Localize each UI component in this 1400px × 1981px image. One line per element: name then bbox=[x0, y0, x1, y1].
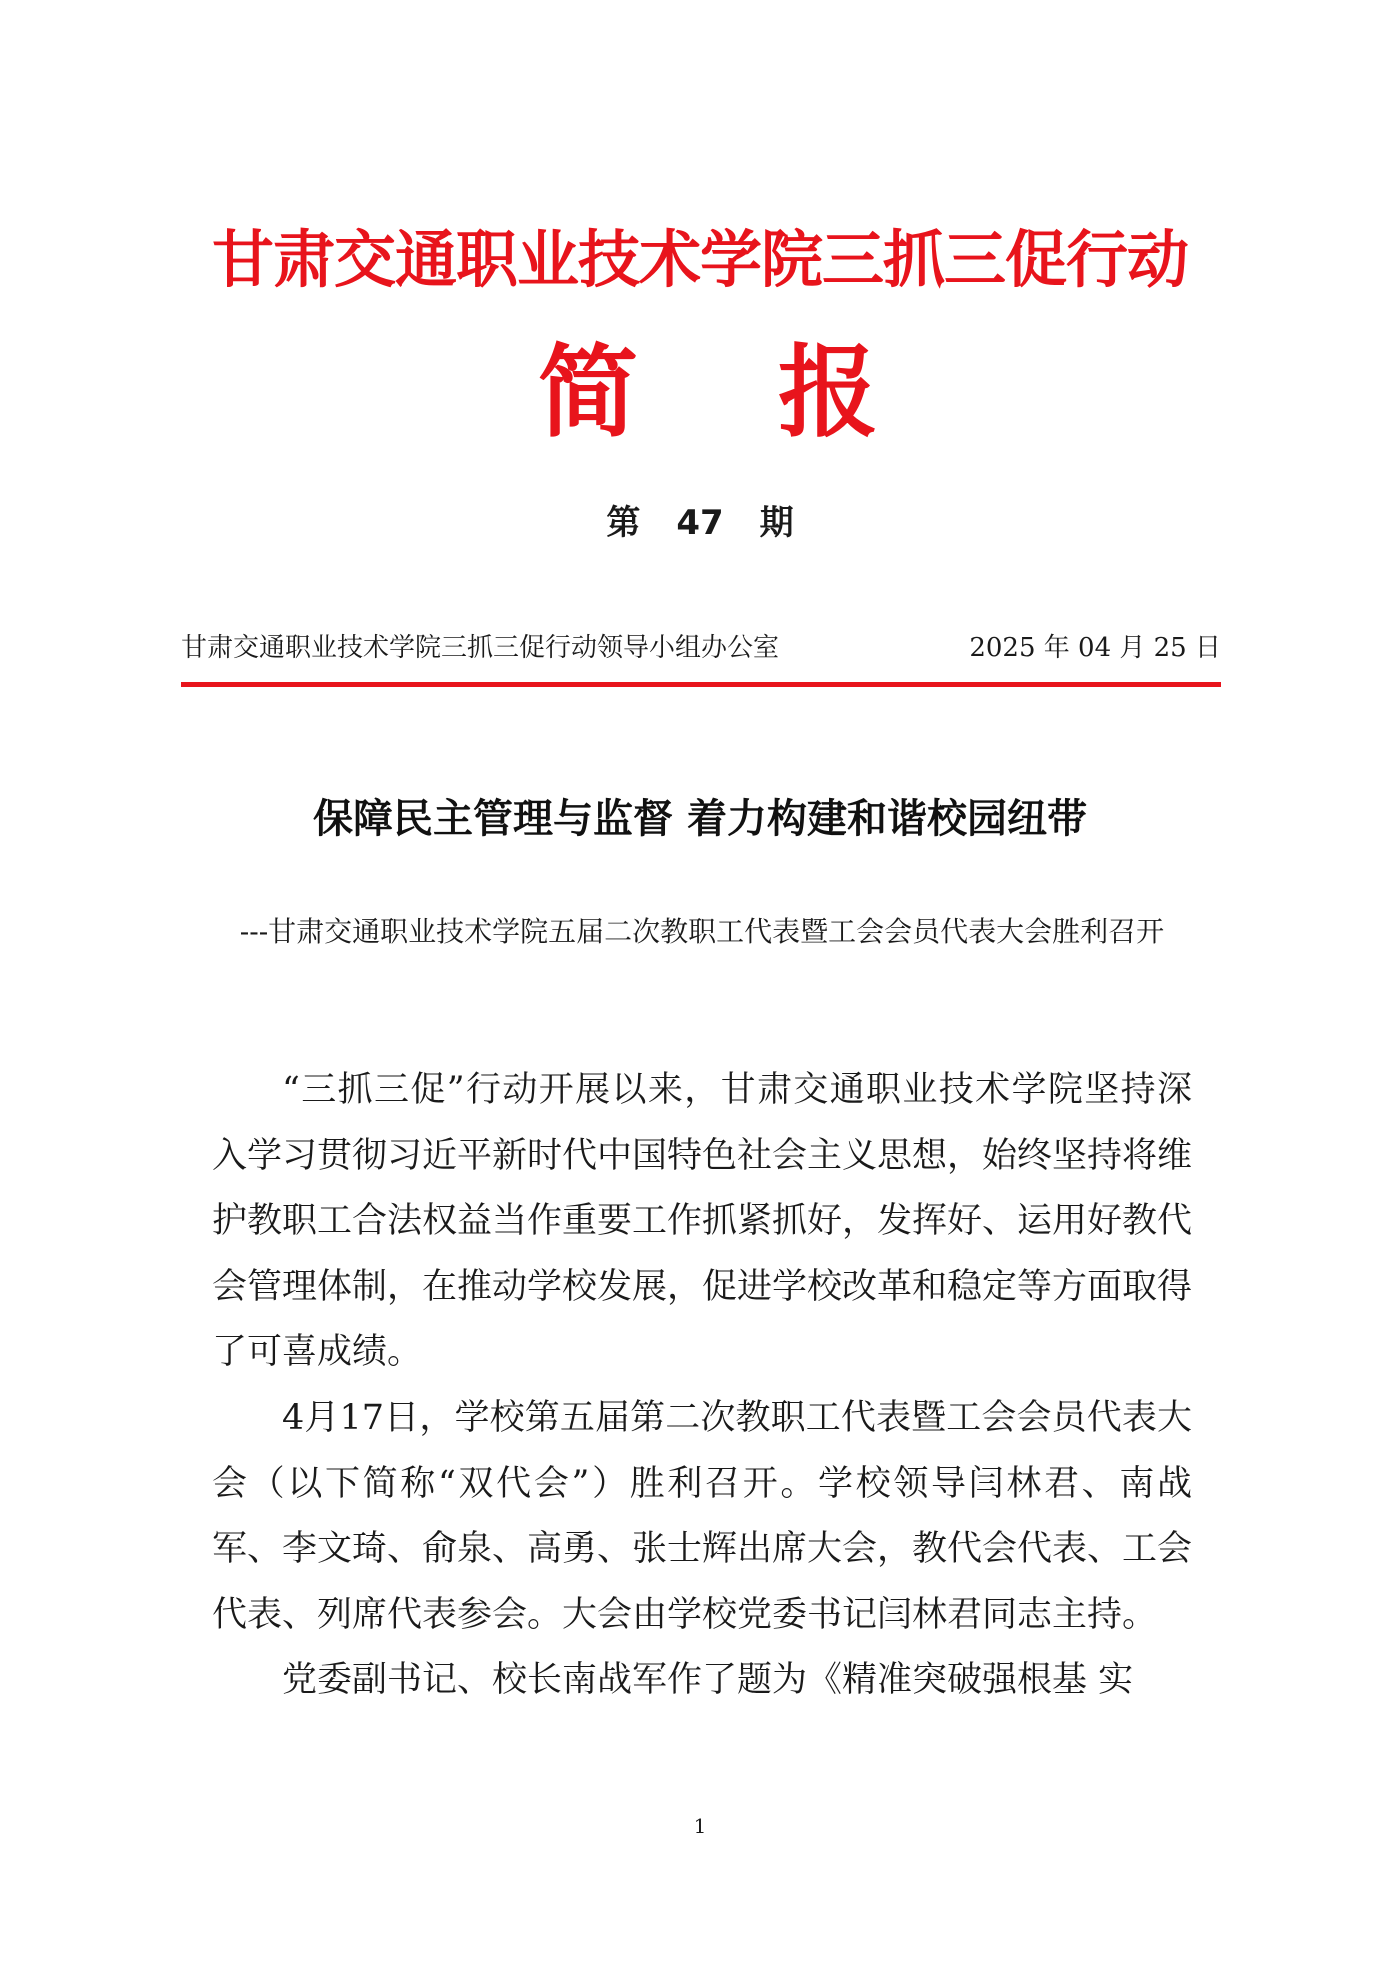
red-divider bbox=[181, 682, 1221, 687]
body-paragraph: 4月17日，学校第五届第二次教职工代表暨工会会员代表大会（以下简称“双代会”）胜利召开。学校领导闫林君、南战军、李文琦、俞泉、高勇、张士辉出席大会，教代会代表、工会代表、列席代表参会。大会由学校党委书记闫林君同志主持。 bbox=[212, 1397, 1193, 1635]
issue-date: 2025 年 04 月 25 日 bbox=[969, 633, 1221, 663]
issue-suffix: 期 bbox=[759, 503, 794, 543]
article-body bbox=[212, 1058, 1192, 1714]
body-paragraph: 党委副书记、校长南战军作了题为《精准突破强根基 实 bbox=[282, 1660, 1134, 1701]
masthead-title: 甘肃交通职业技术学院三抓三促行动 bbox=[211, 223, 1188, 296]
article-title: 保障民主管理与监督 着力构建和谐校园纽带 bbox=[313, 795, 1087, 842]
issue-number-line bbox=[0, 500, 1400, 546]
page-number: 1 bbox=[693, 1814, 707, 1838]
article-subtitle: ---甘肃交通职业技术学院五届二次教职工代表暨工会会员代表大会胜利召开 bbox=[239, 915, 1165, 948]
issue-prefix: 第 bbox=[606, 503, 641, 543]
body-paragraph: “三抓三促”行动开展以来，甘肃交通职业技术学院坚持深入学习贯彻习近平新时代中国特色社会主义思想，始终坚持将维护教职工合法权益当作重要工作抓紧抓好，发挥好、运用好教代会管理体制，在推动学校发展，促进学校改革和稳定等方面取得了可喜成绩。 bbox=[212, 1070, 1193, 1373]
issuer-organization: 甘肃交通职业技术学院三抓三促行动领导小组办公室 bbox=[181, 633, 780, 663]
masthead-subtitle-jian: 简 bbox=[538, 334, 638, 451]
masthead-subtitle-bao: 报 bbox=[778, 334, 878, 451]
issue-number: 47 bbox=[676, 503, 724, 543]
